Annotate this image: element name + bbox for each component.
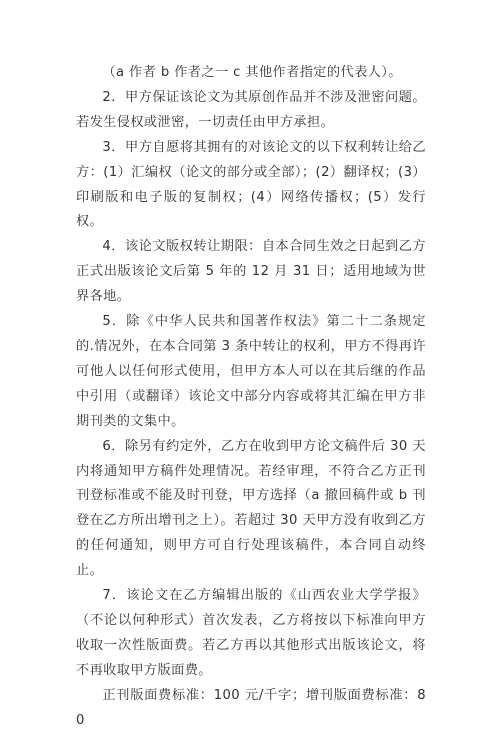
paragraph-clause-6: 6．除另有约定外，乙方在收到甲方论文稿件后 30 天内将通知甲方稿件处理情况。若经审理，不符合乙方正刊刊登标准或不能及时刊登，甲方选择（a 撤回稿件或 b 刊登在乙方所出增刊之上）。若超过 30 天甲方没有收到乙方的任何通知，则甲方可自行处理该稿件，本合同自动终止。 xyxy=(76,438,426,579)
paragraph-author-options: （a 作者 b 作者之一 c 其他作者指定的代表人）。 xyxy=(102,65,402,80)
document-body xyxy=(76,61,426,733)
paragraph-clause-5: 5．除《中华人民共和国著作权法》第二十二条规定的.情况外，在本合同第 3 条中转让的权利，甲方不得再许可他人以任何形式使用，但甲方本人可以在其后继的作品中引用（或翻译）该论文中部分内容或将其汇编在甲方非期刊类的文集中。 xyxy=(76,314,426,429)
paragraph-fee-standard: 正刊版面费标准：100 元/千字；增刊版面费标准：80 xyxy=(76,687,426,728)
paragraph-clause-7: 7．该论文在乙方编辑出版的《山西农业大学学报》（不论以何种形式）首次发表，乙方将按以下标准向甲方收取一次性版面费。若乙方再以其他形式出版该论文，将不再收取甲方版面费。 xyxy=(76,588,426,678)
paragraph-clause-2: 2．甲方保证该论文为其原创作品并不涉及泄密问题。若发生侵权或泄密，一切责任由甲方承担。 xyxy=(76,89,426,130)
paragraph-clause-3: 3．甲方自愿将其拥有的对该论文的以下权利转让给乙方：(1）汇编权（论文的部分或全部）；(2）翻译权；(3）印刷版和电子版的复制权；(4）网络传播权；(5）发行权。 xyxy=(76,139,426,230)
paragraph-clause-4: 4．该论文版权转让期限：自本合同生效之日起到乙方正式出版该论文后第 5 年的 12 月 31 日；适用地域为世界各地。 xyxy=(76,239,426,305)
